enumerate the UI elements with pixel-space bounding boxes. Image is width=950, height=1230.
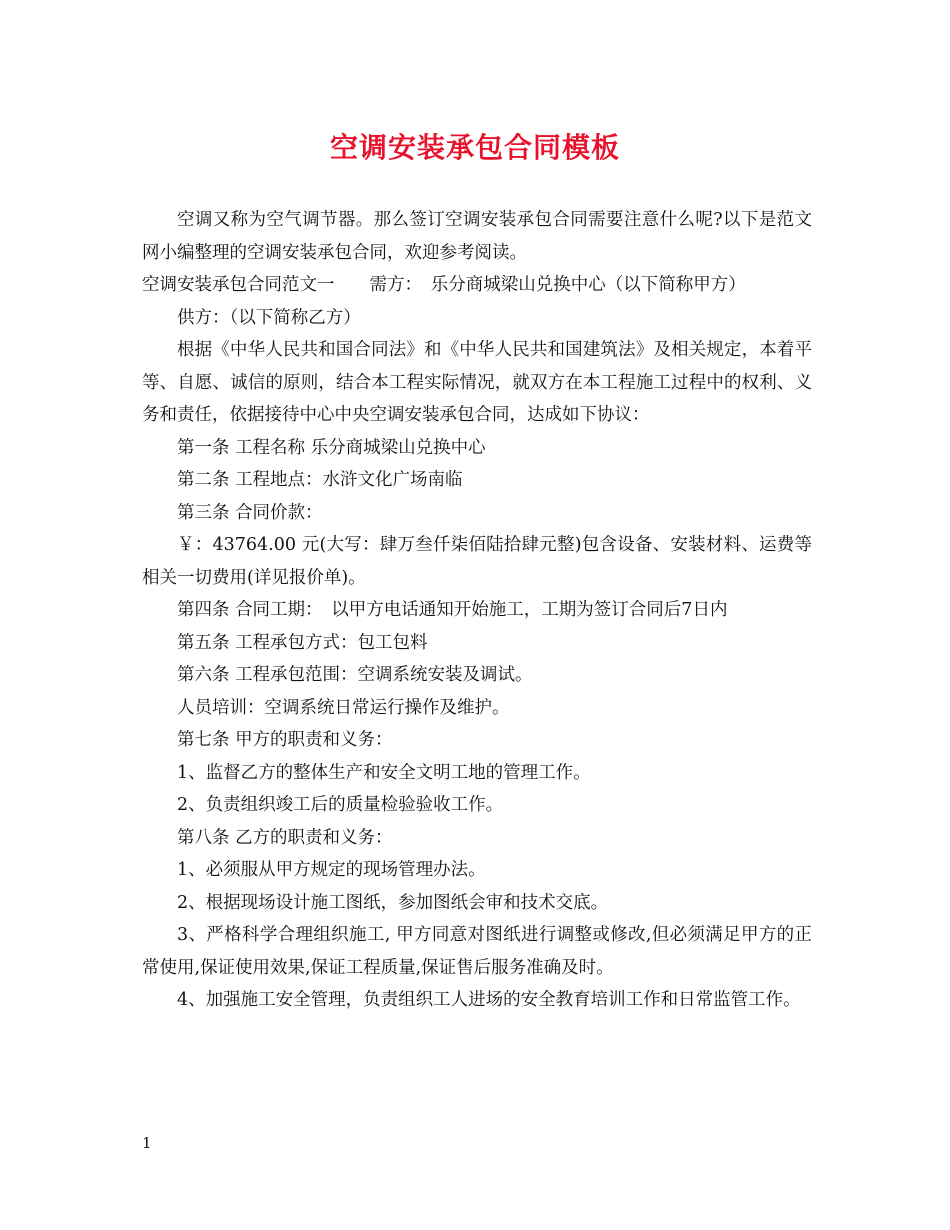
paragraph-basis: 根据《中华人民共和国合同法》和《中华人民共和国建筑法》及相关规定，本着平等、自愿、诚信的原则，结合本工程实际情况，就双方在本工程施工过程中的权利、义务和责任，依据接待中心中央空调安装承包合同，达成如下协议： — [142, 340, 812, 425]
paragraph-party-b-duty-3: 3、严格科学合理组织施工, 甲方同意对图纸进行调整或修改,但必须满足甲方的正常使用,保证使用效果,保证工程质量,保证售后服务准确及时。 — [142, 925, 812, 978]
paragraph-article-3: 第三条 合同价款： — [177, 502, 323, 523]
document-body — [142, 204, 812, 1017]
paragraph-party-b-duty-4: 4、加强施工安全管理，负责组织工人进场的安全教育培训工作和日常监管工作。 — [177, 990, 801, 1010]
paragraph-party-a-duty-1: 1、监督乙方的整体生产和安全文明工地的管理工作。 — [177, 762, 591, 783]
paragraph-article-2: 第二条 工程地点：水浒文化广场南临 — [177, 470, 463, 490]
paragraph-party-b-duty-2: 2、根据现场设计施工图纸，参加图纸会审和技术交底。 — [177, 892, 609, 913]
page-number: 1 — [142, 1134, 152, 1152]
paragraph-party-a-duty-2: 2、负责组织竣工后的质量检验验收工作。 — [177, 795, 504, 815]
paragraph-contract-header: 空调安装承包合同范文一 需方： 乐分商城梁山兑换中心（以下简称甲方） — [142, 275, 746, 295]
paragraph-supplier: 供方：（以下简称乙方） — [177, 307, 361, 328]
paragraph-price: ￥：43764.00 元(大写：肆万叁仟柒佰陆拾肆元整)包含设备、安装材料、运费等相关一切费用(详见报价单)。 — [142, 535, 812, 588]
paragraph-article-1: 第一条 工程名称 乐分商城梁山兑换中心 — [177, 437, 486, 458]
paragraph-training: 人员培训：空调系统日常运行操作及维护。 — [177, 697, 510, 718]
paragraph-article-6: 第六条 工程承包范围：空调系统安装及调试。 — [177, 665, 533, 685]
paragraph-party-b-duty-1: 1、必须服从甲方规定的现场管理办法。 — [177, 860, 486, 880]
paragraph-article-5: 第五条 工程承包方式：包工包料 — [177, 632, 428, 653]
paragraph-article-8: 第八条 乙方的职责和义务： — [177, 827, 393, 848]
paragraph-intro: 空调又称为空气调节器。那么签订空调安装承包合同需要注意什么呢?以下是范文网小编整理的空调安装承包合同，欢迎参考阅读。 — [142, 210, 812, 263]
document-title: 空调安装承包合同模板 — [329, 131, 620, 164]
paragraph-article-4: 第四条 合同工期： 以甲方电话通知开始施工，工期为签订合同后7日内 — [177, 600, 728, 620]
paragraph-article-7: 第七条 甲方的职责和义务： — [177, 730, 393, 750]
